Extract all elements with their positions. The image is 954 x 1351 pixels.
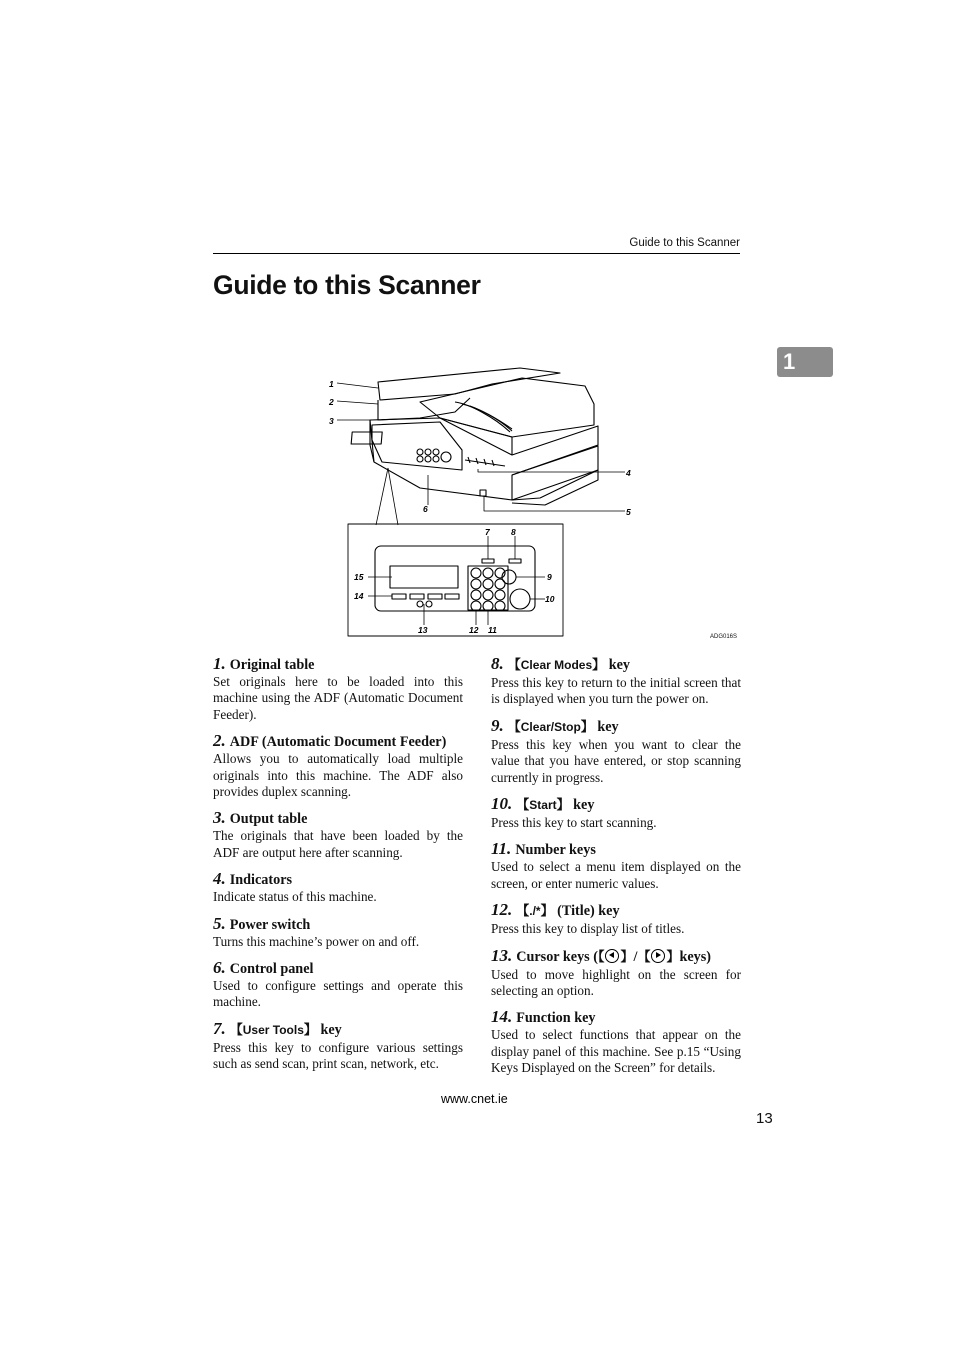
item-number: 12. [491,900,513,920]
scanner-illustration [320,360,740,645]
item-number: 10. [491,794,513,814]
key-name: Clear/Stop [520,719,581,734]
item-number: 5. [213,913,226,933]
bracket-open: 【 [229,1022,243,1038]
item-number: 3. [213,808,226,828]
page-number: 13 [756,1110,773,1127]
item-title-suffix: keys) [679,948,712,965]
key-name: ./* [529,904,541,919]
cursor-right-icon [651,949,665,963]
bracket-open: 【 [516,904,530,920]
item-description: Used to configure settings and operate this machine. [213,978,463,1010]
bracket-close: 】 [620,949,634,965]
chapter-tab: 1 [777,347,833,377]
cursor-left-icon [605,949,619,963]
key-name: Clear Modes [520,658,593,672]
item-title: Control panel [229,961,314,978]
item-title-suffix: (Title) key [557,903,620,920]
callout-7: 7 [485,527,490,537]
item-number: 1. [213,654,226,673]
item-number: 8. [491,654,504,673]
item-description: Turns this machine’s power on and off. [213,933,420,949]
item-title: Number keys [515,842,596,859]
item-title: ADF (Automatic Document Feeder) [229,734,447,751]
list-item [491,655,741,708]
bracket-open: 【 [507,719,521,735]
item-description: Press this key when you want to clear the value that you have entered, or stop scanning currently in progress. [491,736,741,785]
list-item [491,717,741,786]
header-rule [213,253,740,254]
bracket-close: 】 [580,719,594,735]
list-item [213,732,463,800]
item-description: Press this key to return to the initial screen that is displayed when you turn the power on. [491,675,741,707]
bracket-close: 】 [556,798,570,814]
callout-4: 4 [626,468,631,478]
list-item [491,1008,741,1076]
list-item [213,915,463,950]
item-title-suffix: key [608,657,630,673]
item-description: Used to move highlight on the screen for selecting an option. [491,966,741,999]
running-header: Guide to this Scanner [629,237,740,249]
key-name: Start [529,798,557,813]
callout-10: 10 [545,594,555,604]
list-item [491,901,741,937]
item-description: Allows you to automatically load multiple originals into this machine. The ADF also provides duplex scanning. [213,751,463,800]
item-description: Used to select a menu item displayed on the screen, or enter numeric values. [491,859,741,891]
item-number: 6. [213,958,226,978]
item-description: Press this key to start scanning. [491,815,657,831]
item-title-suffix: key [573,797,595,814]
item-title-separator: / [633,948,638,965]
callout-1: 1 [329,379,334,389]
right-column [491,655,741,1086]
callout-15: 15 [354,572,364,582]
item-title: Original table [229,657,315,673]
item-description: Used to select functions that appear on the display panel of this machine. See p.15 “Using Keys Displayed on the Screen” for details. [491,1027,741,1076]
body-control-panel [372,422,462,470]
item-description: The originals that have been loaded by the ADF are output here after scanning. [213,828,463,860]
watermark-url: www.cnet.ie [441,1092,508,1106]
callout-3: 3 [329,416,334,426]
list-item [213,655,463,723]
item-title-prefix: Cursor keys ( [516,948,598,965]
bracket-open: 【 [516,798,530,814]
list-item [491,795,741,831]
callout-2: 2 [329,397,334,407]
item-title: Output table [229,811,308,828]
item-number: 4. [213,869,226,889]
item-number: 2. [213,731,226,751]
callout-6: 6 [423,504,428,514]
bracket-close: 】 [666,949,680,965]
list-item [213,1020,463,1073]
original-table-shape [378,368,560,400]
output-table-shape [420,378,594,437]
item-number: 9. [491,715,504,735]
bracket-close: 】 [592,658,606,673]
item-title: Power switch [229,916,311,933]
list-item [213,809,463,861]
list-item [491,840,741,892]
item-number: 13. [491,945,513,965]
callout-11: 11 [488,625,497,635]
callout-8: 8 [511,527,516,537]
item-description: Press this key to display list of titles. [491,921,685,937]
bracket-close: 】 [303,1022,317,1038]
item-title-suffix: key [597,718,619,735]
callout-9: 9 [547,572,552,582]
item-number: 14. [491,1007,513,1027]
list-item [213,959,463,1011]
item-number: 11. [491,839,512,859]
left-column [213,655,463,1082]
callout-13: 13 [418,625,428,635]
list-item [491,947,741,1000]
bracket-open: 【 [507,658,521,673]
item-title: Function key [516,1010,596,1027]
item-description: Set originals here to be loaded into this machine using the ADF (Automatic Document Feeder). [213,674,463,722]
callout-5: 5 [626,507,631,517]
bracket-close: 】 [540,904,554,920]
item-description: Press this key to configure various settings such as send scan, print scan, network, etc. [213,1039,463,1072]
callout-14: 14 [354,591,364,601]
item-title: Indicators [229,872,293,889]
key-name: User Tools [242,1022,304,1037]
item-description: Indicate status of this machine. [213,889,377,905]
item-number: 7. [213,1018,226,1038]
list-item [213,870,463,905]
page-title: Guide to this Scanner [213,270,481,300]
callout-12: 12 [469,625,479,635]
bracket-open: 【 [597,949,605,965]
figure-code: ADG016S [710,634,738,640]
item-title-suffix: key [320,1021,342,1038]
bracket-open: 【 [637,949,651,965]
